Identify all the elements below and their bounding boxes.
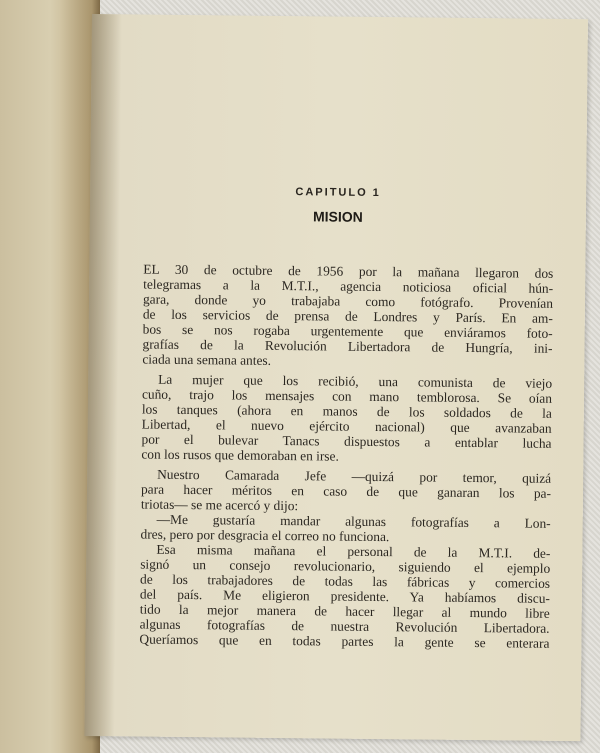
book-page (84, 14, 588, 741)
chapter-title: MISION (312, 208, 363, 225)
text-line: bos se nos rogaba urgentemente que enviáramos foto- (142, 321, 553, 341)
text-line: ciada una semana antes. (142, 351, 272, 368)
text-line: EL 30 de octubre de 1956 por la mañana llegaron dos (143, 261, 554, 281)
text-line: signó un consejo revolucionario, siguiendo el ejemplo (140, 556, 551, 576)
chapter-label: CAPITULO 1 (295, 186, 381, 200)
text-line: dres, pero por desgracia el correo no funciona. (140, 526, 390, 545)
text-line: algunas fotografías de nuestra Revolución Libertadora. (139, 616, 550, 636)
text-line: con los rusos que demoraban en irse. (141, 446, 339, 464)
gutter-shadow (84, 14, 122, 736)
text-line: de los trabajadores de todas las fábricas y comercios (140, 571, 551, 591)
text-line: cuño, trajo los mensajes con mano temblorosa. Se oían (141, 386, 553, 406)
text-line: La mujer que los recibió, una comunista de viejo (158, 371, 553, 391)
text-line: los tanques (ahora en manos de los soldados de la (141, 401, 552, 421)
text-line: Queríamos que en todas partes la gente se enterara (139, 631, 550, 651)
text-line: para hacer méritos en caso de que ganaran los pa- (140, 481, 552, 501)
text-line: Nuestro Camarada Jefe —quizá por temor, quizá (157, 466, 552, 486)
text-line: del país. Me eligieron presidente. Ya habíamos discu- (139, 586, 550, 606)
text-line: —Me gustaría mandar algunas fotografías a Lon- (156, 511, 551, 531)
body-text (139, 262, 553, 651)
text-line: Libertad, el nuevo ejército nacional) que avanzaban (141, 416, 552, 436)
text-line: telegramas a la M.T.I., agencia noticiosa oficial hún- (143, 276, 554, 296)
text-line: tido la mejor manera de hacer llegar al mundo libre (139, 601, 550, 621)
text-line: Esa misma mañana el personal de la M.T.I. de- (156, 541, 551, 561)
text-line: triotas— se me acercó y dijo: (140, 496, 299, 514)
text-line: de los servicios de prensa de Londres y París. En am- (142, 306, 553, 326)
text-line: grafías de la Revolución Libertadora de Hungría, ini- (142, 336, 553, 356)
text-line: por el bulevar Tanacs dispuestos a entablar lucha (141, 431, 552, 451)
text-line: gara, donde yo trabajaba como fotógrafo. Provenían (142, 291, 554, 311)
